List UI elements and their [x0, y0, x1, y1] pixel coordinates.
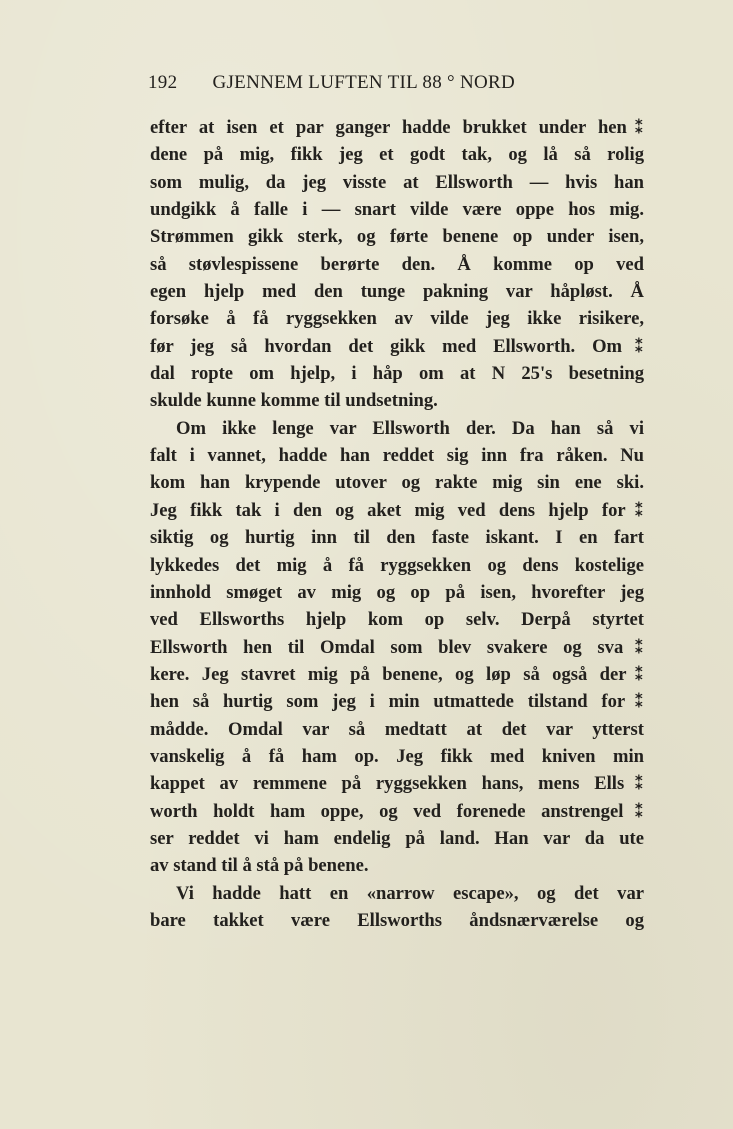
text-line: bare takket være Ellsworths åndsnærværelse og — [150, 909, 644, 931]
text-line: falt i vannet, hadde han reddet sig inn fra råken. Nu — [150, 445, 644, 467]
text-line: vanskelig å få ham op. Jeg fikk med kniven min — [150, 745, 644, 767]
text-line: kappet av remmene på ryggsekken hans, mens Ells⁑ — [150, 773, 644, 795]
text-line: dene på mig, fikk jeg et godt tak, og lå så rolig — [150, 144, 644, 166]
text-line: Vi hadde hatt en «narrow escape», og det var — [176, 882, 644, 904]
text-line: egen hjelp med den tunge pakning var håpløst. Å — [150, 281, 644, 303]
text-line: Ellsworth hen til Omdal som blev svakere og sva⁑ — [150, 636, 644, 658]
running-title: GJENNEM LUFTEN TIL 88 ° NORD — [212, 72, 516, 93]
text-line: kere. Jeg stavret mig på benene, og løp så også der⁑ — [150, 663, 644, 685]
text-line: så støvlespissene berørte den. Å komme op ved — [150, 253, 644, 275]
text-line: forsøke å få ryggsekken av vilde jeg ikke risikere, — [150, 308, 644, 330]
text-line: mådde. Omdal var så medtatt at det var ytterst — [150, 718, 644, 740]
page-header — [148, 72, 648, 98]
text-line: kom han krypende utover og rakte mig sin ene ski. — [150, 472, 644, 494]
text-line: før jeg så hvordan det gikk med Ellsworth. Om⁑ — [150, 335, 644, 357]
text-line: lykkedes det mig å få ryggsekken og dens kostelige — [150, 554, 644, 576]
text-line: ser reddet vi ham endelig på land. Han var da ute — [150, 827, 644, 849]
text-line: hen så hurtig som jeg i min utmattede tilstand for⁑ — [150, 691, 644, 713]
text-line: efter at isen et par ganger hadde brukket under hen⁑ — [150, 117, 644, 138]
body-text — [150, 114, 644, 934]
text-line: siktig og hurtig inn til den faste iskant. I en fart — [150, 527, 644, 549]
text-line: som mulig, da jeg visste at Ellsworth — hvis han — [150, 171, 644, 193]
text-line: Strømmen gikk sterk, og førte benene op under isen, — [150, 226, 644, 248]
text-line: av stand til å stå på benene. — [150, 855, 369, 877]
text-line: Om ikke lenge var Ellsworth der. Da han så vi — [176, 417, 644, 439]
text-line: Jeg fikk tak i den og aket mig ved dens hjelp for⁑ — [150, 499, 644, 521]
text-line: undgikk å falle i — snart vilde være oppe hos mig. — [150, 199, 644, 221]
text-line: ved Ellsworths hjelp kom op selv. Derpå styrtet — [150, 609, 644, 631]
text-line: innhold smøget av mig og op på isen, hvorefter jeg — [150, 581, 644, 603]
text-line: skulde kunne komme til undsetning. — [150, 390, 438, 412]
page-number: 192 — [148, 72, 178, 93]
text-line: dal ropte om hjelp, i håp om at N 25's besetning — [150, 363, 644, 385]
text-line: worth holdt ham oppe, og ved forenede anstrengel⁑ — [150, 800, 644, 822]
